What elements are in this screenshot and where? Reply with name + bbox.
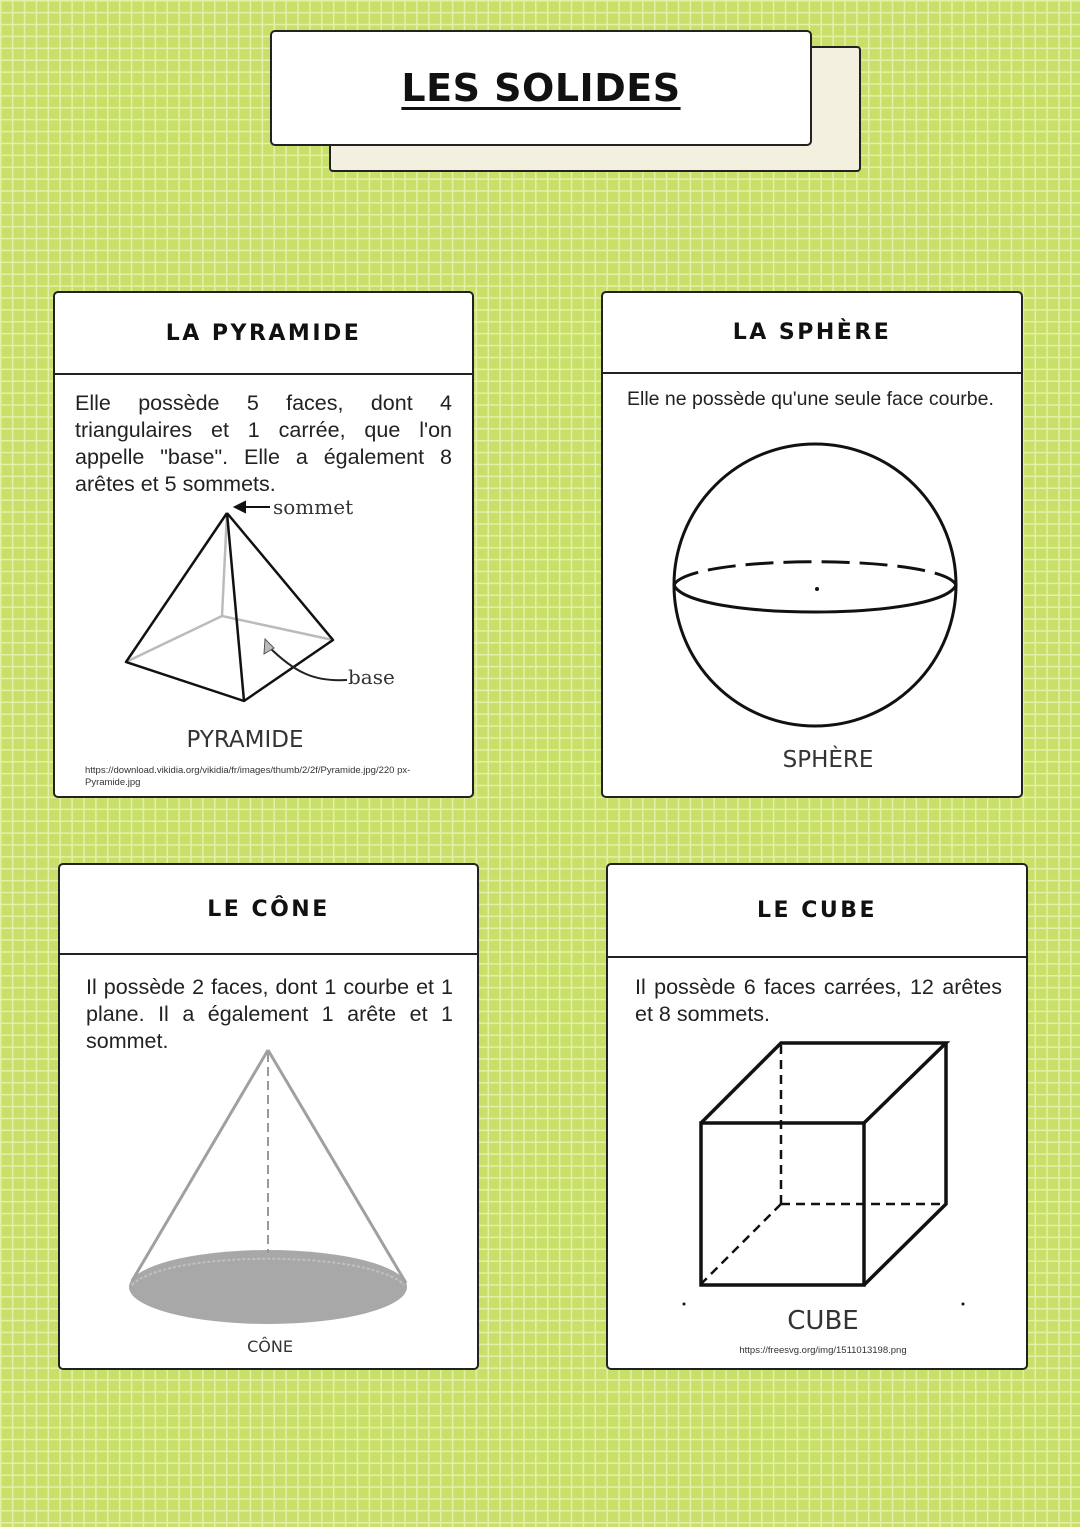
card-cube-description: Il possède 6 faces carrées, 12 arêtes et 8 sommets. [635, 975, 1002, 1026]
card-cone-title: LE CÔNE [207, 896, 330, 922]
card-cone-header [60, 865, 477, 955]
card-pyramide [53, 291, 474, 798]
card-pyramide-header [55, 293, 472, 375]
sphere-outline [674, 444, 956, 726]
card-cone [58, 863, 479, 1370]
title-box [270, 30, 812, 146]
card-cube-header [608, 865, 1026, 958]
sphere-illustration [669, 439, 961, 731]
page-title: LES SOLIDES [401, 66, 681, 110]
card-cube-credit: https://freesvg.org/img/1511013198.png [739, 1345, 907, 1356]
card-pyramide-description: Elle possède 5 faces, dont 4 triangulaires et 1 carrée, que l'on appelle "base". Elle a également 8 arêtes et 5 sommets. [75, 391, 452, 496]
sommet-arrow [235, 502, 270, 512]
card-cube-image-label: CUBE [787, 1306, 859, 1336]
base-label: base [348, 665, 395, 689]
pyramid-illustration [115, 498, 415, 708]
cube-corner-dot-left [683, 1303, 686, 1306]
card-pyramide-credit: https://download.vikidia.org/vikidia/fr/images/thumb/2/2f/Pyramide.jpg/220 px-Pyramide.jpg [85, 765, 411, 788]
cone-base [129, 1250, 407, 1324]
cube-illustration [674, 1035, 974, 1325]
card-pyramide-title: LA PYRAMIDE [165, 320, 362, 346]
cube-corner-dot-right [962, 1303, 965, 1306]
card-sphere-title: LA SPHÈRE [732, 320, 892, 345]
card-sphere-header [603, 293, 1021, 374]
card-cube-title: LE CUBE [756, 898, 877, 923]
card-sphere-description: Elle ne possède qu'une seule face courbe. [627, 388, 994, 410]
sphere-center-dot [815, 587, 819, 591]
card-pyramide-image-label: PYRAMIDE [186, 727, 304, 753]
card-sphere-image-label: SPHÈRE [782, 747, 874, 773]
sphere-equator-back [674, 562, 956, 585]
card-sphere [601, 291, 1023, 798]
card-cone-description: Il possède 2 faces, dont 1 courbe et 1 plane. Il a également 1 arête et 1 sommet. [86, 975, 453, 1053]
card-cube [606, 863, 1028, 1370]
cone-illustration [126, 1045, 410, 1331]
sphere-equator-front [674, 585, 956, 612]
card-cone-image-label: CÔNE [247, 1337, 293, 1356]
sommet-label: sommet [273, 498, 354, 519]
